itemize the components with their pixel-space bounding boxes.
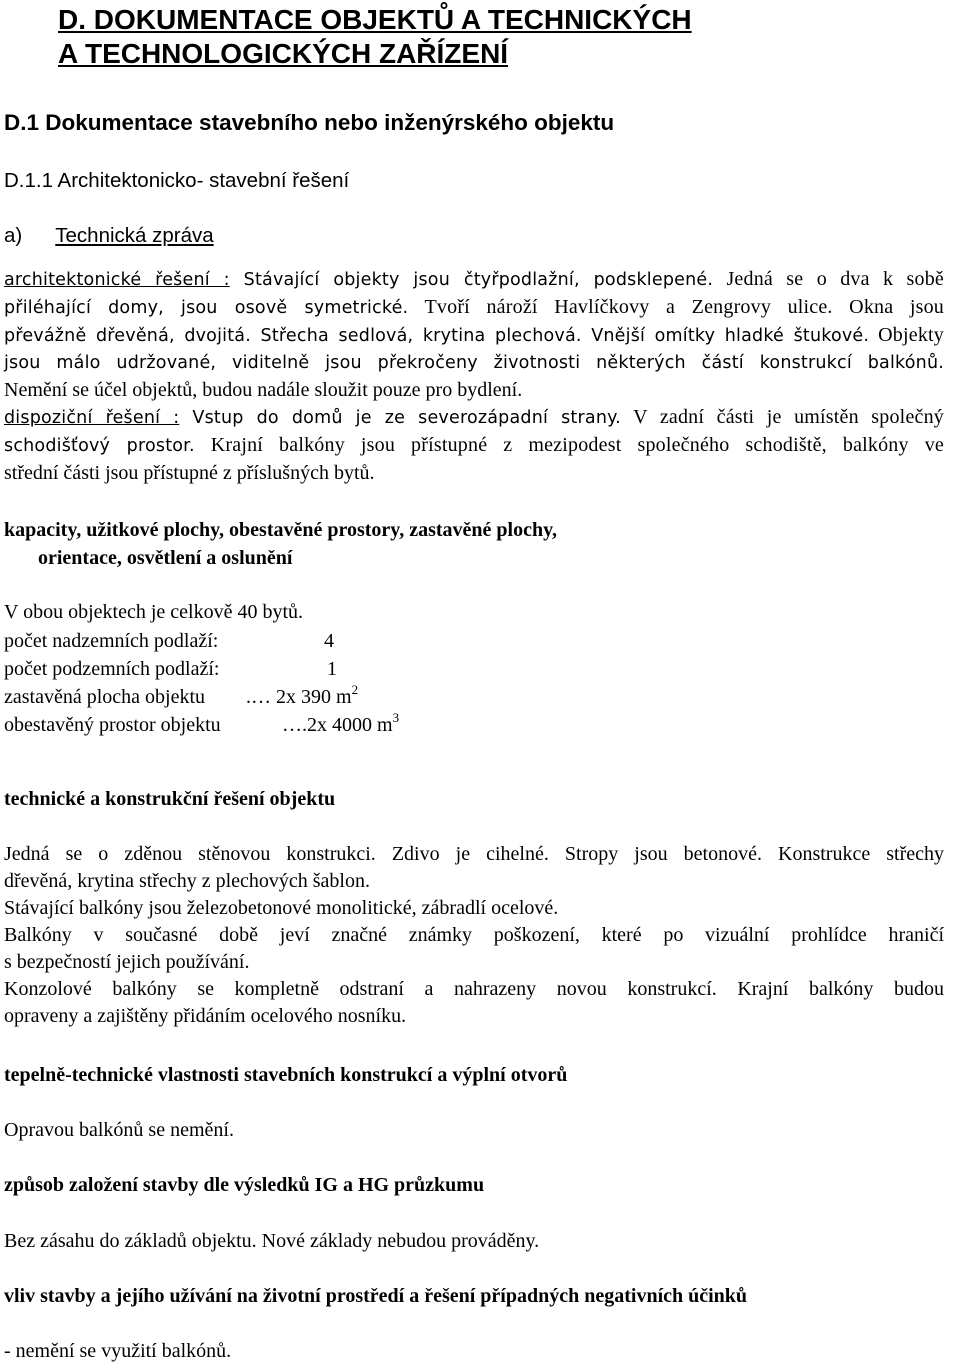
section-heading-d1: D.1 Dokumentace stavebního nebo inženýrského objektu <box>4 110 615 135</box>
floors-below-value: 1 <box>327 658 337 680</box>
tech-line-5: s bezpečností jejich používání. <box>4 951 250 973</box>
disp-text-1b: V zadní části je umístěn společný <box>620 406 944 428</box>
environment-text: - nemění se využití balkónů. <box>4 1340 232 1362</box>
document-title-line-1: D. DOKUMENTACE OBJEKTŮ A TECHNICKÝCH <box>58 4 692 35</box>
document-title-line-2: A TECHNOLOGICKÝCH ZAŘÍZENÍ <box>58 38 509 69</box>
arch-line-4: jsou málo udržované, viditelně jsou překročeny životnosti některých částí konstrukcí balkónů. <box>4 353 944 373</box>
disp-line-1 <box>4 404 944 432</box>
arch-text-3a: převážně dřevěná, dvojitá. <box>4 326 251 346</box>
section-heading-d11: D.1.1 Architektonicko- stavební řešení <box>4 169 350 192</box>
arch-line-1 <box>4 266 944 294</box>
arch-line-5: Nemění se účel objektů, budou nadále sloužit pouze pro bydlení. <box>4 379 523 401</box>
technical-heading: technické a konstrukční řešení objektu <box>4 788 336 810</box>
floors-below-label: počet podzemních podlaží: <box>4 658 220 680</box>
disp-text-2a: schodišťový prostor. <box>4 436 195 456</box>
arch-text-3c: Vnější omítky hladké štukové. <box>581 326 870 346</box>
arch-label: architektonické řešení : <box>4 270 230 290</box>
architectural-solution-paragraph <box>4 266 944 404</box>
apartments-total: V obou objektech je celkově 40 bytů. <box>4 601 304 623</box>
built-volume-exponent: 3 <box>392 710 400 725</box>
built-volume-number: ….2x 4000 m <box>282 714 393 736</box>
arch-line-3 <box>4 322 944 350</box>
tech-line-4: Balkóny v současné době jeví značné známky poškození, které po vizuální prohlídce hraničí <box>4 924 944 946</box>
built-area-number: .… 2x 390 m <box>246 686 352 708</box>
arch-text-2a: přiléhající domy, jsou osově symetrické. <box>4 298 409 318</box>
capacity-heading-line-1: kapacity, užitkové plochy, obestavěné prostory, zastavěné plochy, <box>4 519 557 541</box>
disp-line-2 <box>4 432 944 460</box>
foundation-heading: způsob založení stavby dle výsledků IG a HG průzkumu <box>4 1174 485 1196</box>
tech-line-1: Jedná se o zděnou stěnovou konstrukci. Zdivo je cihelné. Stropy jsou betonové. Konstrukce střechy <box>4 843 944 865</box>
floors-above-label: počet nadzemních podlaží: <box>4 630 219 652</box>
foundation-text: Bez zásahu do základů objektu. Nové základy nebudou prováděny. <box>4 1230 540 1252</box>
tech-line-7: opraveny a zajištěny přidáním ocelového nosníku. <box>4 1005 407 1027</box>
subsection-title: Technická zpráva <box>55 224 214 247</box>
arch-text-1a: Stávající objekty jsou čtyřpodlažní, podsklepené. <box>229 270 714 290</box>
tech-line-2: dřevěná, krytina střechy z plechových šablon. <box>4 870 370 892</box>
thermal-text: Opravou balkónů se nemění. <box>4 1119 234 1141</box>
built-area-value <box>246 682 359 709</box>
disp-line-3: střední části jsou přístupné z příslušných bytů. <box>4 462 375 484</box>
technical-paragraph <box>4 841 944 1030</box>
disp-text-2b: Krajní balkóny jsou přístupné z mezipodest společného schodiště, balkóny ve <box>194 434 944 456</box>
layout-solution-paragraph <box>4 404 944 487</box>
disp-label: dispoziční řešení : <box>4 408 180 428</box>
arch-text-2b: Tvoří nároží Havlíčkovy a Zengrovy ulice. <box>408 296 833 318</box>
built-volume-value <box>282 710 400 737</box>
subsection-heading-a <box>4 224 214 248</box>
arch-text-2c: Okna jsou <box>832 296 944 318</box>
thermal-heading: tepelně-technické vlastnosti stavebních konstrukcí a výplní otvorů <box>4 1064 568 1086</box>
disp-text-1a: Vstup do domů je ze severozápadní strany. <box>179 408 621 428</box>
built-area-exponent: 2 <box>351 682 359 697</box>
built-volume-label: obestavěný prostor objektu <box>4 714 221 736</box>
subsection-prefix: a) <box>4 224 23 247</box>
arch-line-2 <box>4 294 944 322</box>
arch-text-3d: Objekty <box>869 324 944 346</box>
arch-text-3b: Střecha sedlová, krytina plechová. <box>250 326 582 346</box>
arch-text-1b: Jedná se o dva k sobě <box>713 268 945 290</box>
floors-above-value: 4 <box>324 630 334 652</box>
tech-line-3: Stávající balkóny jsou železobetonové monolitické, zábradlí ocelové. <box>4 897 559 919</box>
capacity-heading-line-2: orientace, osvětlení a oslunění <box>38 547 293 569</box>
built-area-label: zastavěná plocha objektu <box>4 686 206 708</box>
environment-heading: vliv stavby a jejího užívání na životní prostředí a řešení případných negativních účinků <box>4 1285 748 1307</box>
tech-line-6: Konzolové balkóny se kompletně odstraní a nahrazeny novou konstrukcí. Krajní balkóny budou <box>4 978 944 1000</box>
